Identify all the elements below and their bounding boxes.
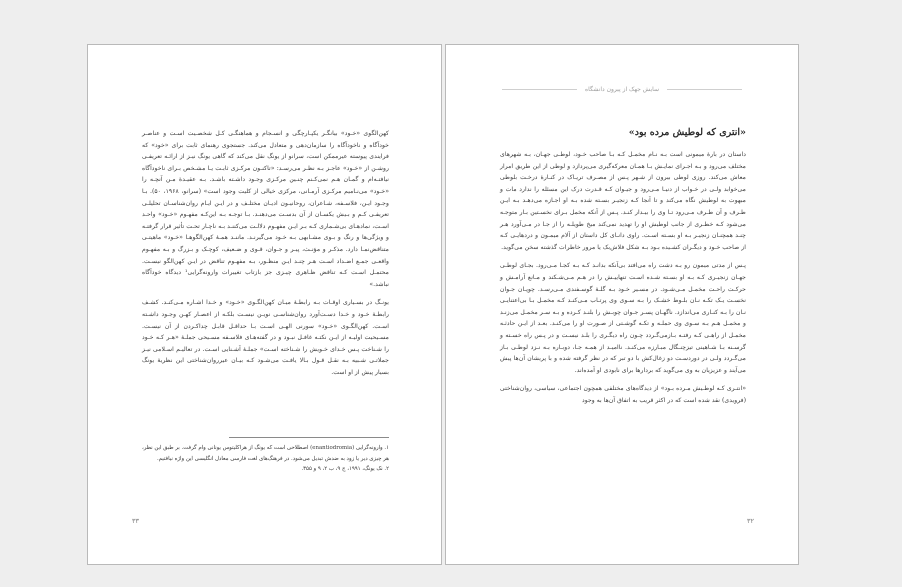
right-paragraph-2: پـس از مدتی میمون رو بـه دشت راه می‌افتد بی‌آنکه بدانـد کـه بـه کجـا مـی‌رود. بجـای لوطـی جهـان زنجیـری کـه بـه او بسـته شـده اسـت تنهاییـش را در هـم مـی‌شـکند و مـانع آرامـش و حرکـت راحـت مخمـل مـی‌شـود. در مسـیر خـود بـه گلـهٔ گوسـفندی مـی‌رسـد. چوپـان جـوان نخسـت یـک تکـه نـان بلـوط خشـک را بـه سـوی وی پرتـاب مـی‌کنـد کـه مخمـل بـا بی‌اعتنایـی نـان را بـه کنـاری می‌اندازد. ناگهـان پسـر جـوان چوبـش را بلنـد کـرده و بـه سـر مخمـل می‌زنـد و مخمـل هـم بـه سـوی وی حملـه و تکـه گوشـتی از صـورت او را می‌کنـد. بعـد از ایـن حادثـه مخمـل از راهـی کـه رفتـه بـازمی‌گـردد چـون راه دیگـری را بلـد نیسـت و در پـس راه خسـته و گرسـنه بـا شـاهینی تیزچنـگال مبـارزه می‌کنـد. ناامیـد از همـه جـا، دوبـاره بـه نـزد لوطـی بـاز می‌گـردد ولـی در دوردسـت دو زغال‌کش با دو تبر که در نظر گرفته شده و با پریشان آن‌ها پیش می‌آیند و عزیزیان به وی می‌گوید که بردارها برای نابودی او آمده‌اند.	[500, 262, 746, 374]
running-header-text: سایش جهک از پیرون دانشگاه	[585, 86, 659, 93]
footnote-1: ۱. وارونه‌گرایی (enantiodromia) اصطلاحی است که یونگ از هراکلیتوس یونانی وام گرفت. بر طبق این نظر، هر چیزی دیر یا زود به ضدش تبدیل می‌شود. در فرهنگ‌های لغت فارسی معادل انگلیسی این واژه نیافتیم.	[142, 445, 389, 462]
right-paragraph-3: «انتـری کـه لوطـیش مـرده بـود» از دیدگاه‌های مختلفی همچون اجتماعی، سیاسی، روان‌شناختی (فرویدی) نقد شده است که در اکثر قریب به اتفاق آن‌ها به وجود	[500, 385, 746, 404]
header-rule	[502, 89, 577, 90]
left-paragraph-1: کهن‌الگوی «خـود» بیانگـر یکپـارچگی و انسـجام و هماهنگـی کـل شخصـیت اسـت و عناصـر خودآگاه و ناخودآگاه را سازمان‌دهی و متعادل می‌کند. جستجوی رهنمای ثابت برای «خود» که فرایندی پیوسته عیرممکن است، سرانو از یونگ نقل می‌کند که گاهی یونگ نیـز از ارائـه تعریفـی روشـن از «خـود» عاجـز بـه نظـر می‌رسـد: «تاکنـون مرکـزی ثابـت یـا مشـخص بـرای ناخودآگاه نیافتـه‌ام و گمـان هـم نمی‌کـنم چنـین مرکـزی وجـود داشـته باشـد. بـه عقیـدهٔ مـن آنچـه را «خـود» می‌نـامیم مرکـزی آرمـانی، مرکزی خیالی از کلیت وجود است» (سرانو، ۱۹۶۸، ۵۰). بـا وجـود ایـن، فلاسـفه، شـاعران، روحانیـون ادیـان مختلـف و در ایـن ایـام روان‌شناسـان تحلیلـی تعریفـی کـم و بـیش یکسـان از آن بدسـت می‌دهنـد. بـا توجـه بـه این‌کـه مفهـوم «خـود» واحـد اسـت، نمادهـای بی‌شـماری کـه بـر ایـن مفهـوم دلالـت می‌کننـد بـه ناچـار تحـت تأثیر قرار گرفتـه و ویژگی‌ها و رنگ و بـوی مشـابهی بـه خـود می‌گیرنـد. ماننـد همـهٔ کهن‌الگوهـا «خـود» ماهیتـی متناقض‌نمـا دارد. مذکـر و مؤنـث، پیـر و جـوان، قـوی و ضـعیف، کوچـک و بـزرگ و بـه مفهـوم واقعـی جمـع اضـداد اسـت هـر چنـد ایـن منظـور، بـه مفهـوم تناقض در ایـن کهن‌الگو نیسـت. محتمـل اسـت کـه تناقض ظـاهری چیـزی جز بازتاب تغییرات وارونه‌گرایی¹ دیدگاه خودآگاه نباشد.»	[142, 130, 389, 288]
page-number: ۳۳	[132, 517, 139, 525]
footnotes	[142, 443, 389, 475]
footnote-2: ۲. نک یونگ، ۱۹۹۱، ج ۹، ب ۲، ۹ و ۳۵۵.	[301, 466, 389, 472]
right-paragraph-1: داستان در بارهٔ میمونی است بـه نـام مخمـل کـه بـا صاحب خـود، لوطـی جهـان، بـه شهرهای مختلف می‌رود و بـه اجـرای نمایـش بـا همـان معرکه‌گیری می‌پردازد و لوطی از این طریق امرار معاش می‌کند. روزی لوطی بیرون از شـهر پـس از مصـرف تریـاک در کنـارهٔ درخـت بلوطی می‌خوابد ولـی در خـواب از دنیـا مـی‌رود و جیـوان کـه قـدرت درک این مسئله را ندارد مات و مبهوت به لوطیش نگاه می‌کند و تا آنجا کـه زنجیـر بسـته شده بـه او اجـازه می‌دهـد بـه ایـن طـرف و آن طـرف مـی‌رود تـا وی را بیـدار کنـد. پـس از آنکه مخمل بـرای نخسـتین بـار متوجـه می‌شود کـه خطـری از جانب لوطیش او را تهدید نمی‌کند میخ طویلـه را از جـا در مـی‌آورد هـر چنـد همچنـان زنجیـر بـه او بسـته اسـت. راوی دانـای کل داستان از آلام میمـون و دردهایـی کـه از صاحب خـود و دیگـران کشـیده بـود بـه شکل فلاش‌بک یا مرور خاطرات گذشته سخن می‌گوید.	[500, 151, 746, 251]
running-header	[502, 86, 742, 93]
left-page	[87, 44, 442, 565]
left-paragraph-2: یونـگ در بسـیاری اوقـات بـه رابطـهٔ میـان کهن‌الگـوی «خـود» و خـدا اشـاره مـی‌کنـد. کشـف رابطـهٔ خـود و خـدا دسـت‌آورد روان‌شناسـی نویـن نیسـت بلکـه از اعصـار کهـن وجـود داشـته اسـت. کهن‌الگـوی «خـود» سورنی الهـی اسـت بـا حداقـل قابـل چداکـردن از آن نیسـت. مسـیحیت اولیـه از ایـن نکتـه غافـل نبـود و در گفته‌هـای فلاسـفه مسـیحی جملـهٔ «هـر کـه خـود را شـناخت پـس خـدای خـویش را شـناخته اسـت» جملـهٔ آشـنایی اسـت. در تعالیـم اسـلامی نیـز جملاتـی شـبیه بـه نقـل قـول بـالا یافـت می‌شـود کـه بیـان عیرروان‌شناختی این نظریهٔ یونگ بسیار پیش از او است.	[142, 299, 389, 376]
right-body-text	[500, 149, 746, 413]
header-rule	[667, 89, 742, 90]
page-number: ۳۲	[747, 517, 754, 525]
footnote-divider	[229, 437, 389, 438]
left-body-text	[142, 128, 389, 385]
right-page	[445, 44, 799, 565]
section-heading: «انتری که لوطیش مرده بود»	[628, 127, 746, 138]
